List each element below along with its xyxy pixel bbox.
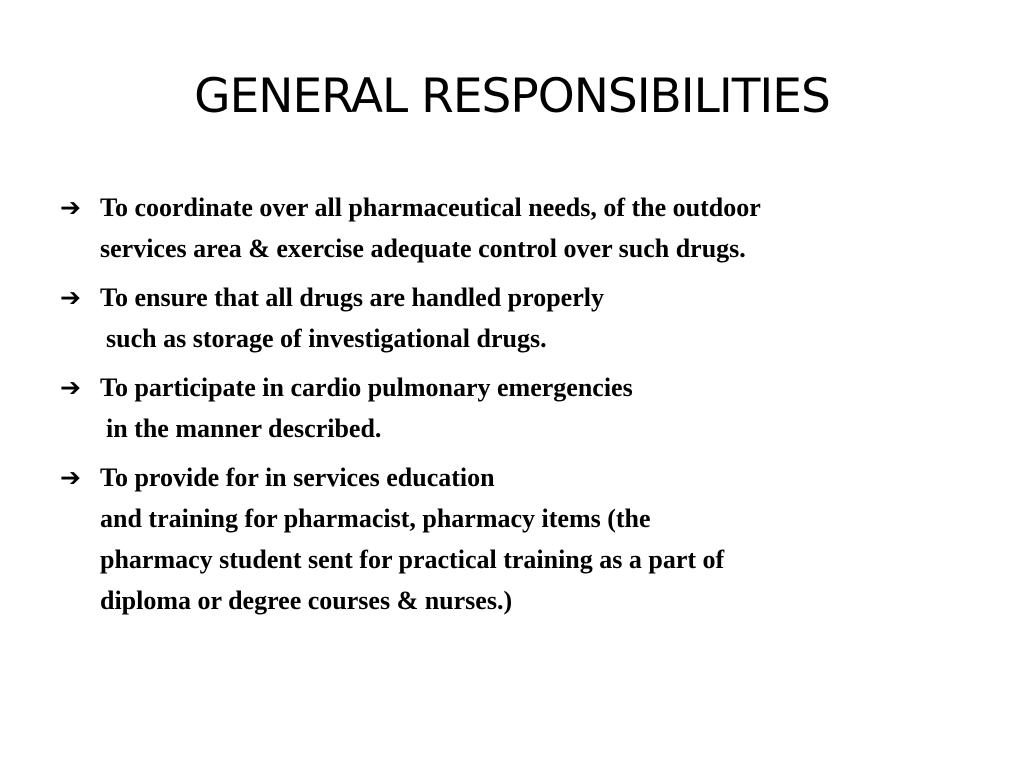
bullet-line: To ensure that all drugs are handled properly bbox=[100, 283, 604, 312]
arrow-right-icon: ➔ bbox=[60, 373, 81, 402]
bullet-line: in the manner described. bbox=[106, 414, 382, 443]
bullet-line: services area & exercise adequate control over such drugs. bbox=[100, 234, 746, 263]
bullet-line: and training for pharmacist, pharmacy items (the bbox=[100, 504, 651, 533]
bullet-line: diploma or degree courses & nurses.) bbox=[100, 586, 513, 615]
list-item bbox=[60, 277, 980, 359]
bullet-line: To provide for in services education bbox=[100, 463, 495, 492]
list-item bbox=[60, 187, 980, 269]
bullet-line: pharmacy student sent for practical training as a part of bbox=[100, 545, 725, 574]
bullet-line: To participate in cardio pulmonary emergencies bbox=[100, 373, 633, 402]
bullet-line: such as storage of investigational drugs. bbox=[106, 324, 547, 353]
page-title: GENERAL RESPONSIBILITIES bbox=[194, 69, 830, 124]
list-item bbox=[60, 457, 980, 621]
bullet-line: To coordinate over all pharmaceutical needs, of the outdoor bbox=[100, 193, 761, 222]
arrow-right-icon: ➔ bbox=[60, 193, 81, 222]
arrow-right-icon: ➔ bbox=[60, 463, 81, 492]
bullet-list bbox=[60, 187, 980, 629]
list-item bbox=[60, 367, 980, 449]
arrow-right-icon: ➔ bbox=[60, 283, 81, 312]
